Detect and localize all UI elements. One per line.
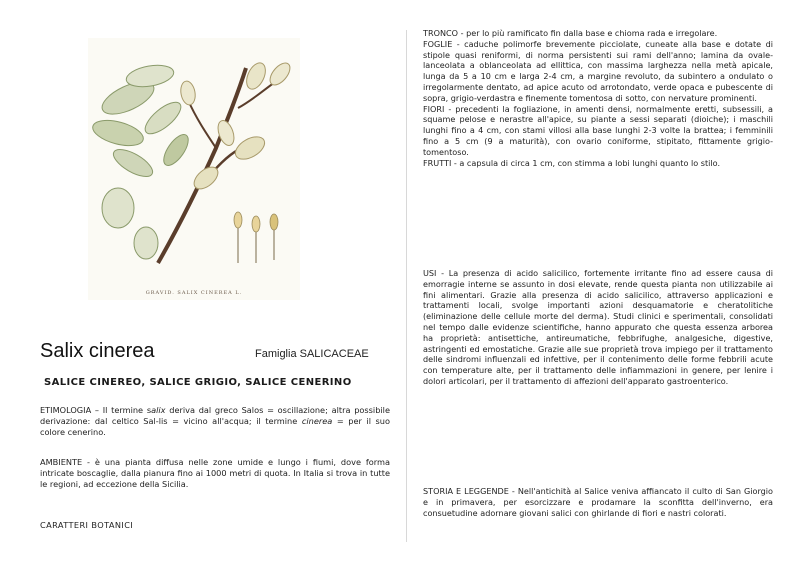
etimologia-text-3: = per il suo colore cenerino. <box>40 416 391 437</box>
fiori-paragraph: FIORI - precedenti la fogliazione, in amenti densi, normalmente eretti, subsessili, a squame pelose e nerastre all'apice, su piante a sessi separati (dioiche); i maschili lunghi fino a 4 cm, con stami villosi alla base lunghi 2-3 volte la brattea; i femminili fino a 5 cm (9 a maturità), con ovario coniforme, stipitato, fittamente grigio-tomentoso. <box>423 103 773 157</box>
salix-cinerea-plate-icon <box>88 38 300 300</box>
storia-paragraph: STORIA E LEGGENDE - Nell'antichità al Salice veniva affiancato il culto di San Giorgio e in primavera, per esorcizzare e prodamare la sconfitta dell'inverno, era consuetudine adornare giovani salici con ghirlande di fiori e nastri colorati. <box>423 486 773 518</box>
caratteri-heading: CARATTERI BOTANICI <box>40 520 134 530</box>
usi-paragraph: USI - La presenza di acido salicilico, fortemente irritante fino ad essere causa di emorragie interne se assunto in dosi elevate, rende questa pianta non utilizzabile ai fini alimentari. Grazie alla presenza di acido salicilico, attraverso applicazioni e trattamenti locali, svolge importanti azioni desquamatorie e cheratolitiche (eliminazione delle cellule morte del derma). Studi clinici e sperimentali, consolidati nel tempo dalle evidenze scientifiche, hanno appurato che questa essenza arborea ha proprietà: antisettiche, antireumatiche, febbrifughe, analgesiche, digestive, astringenti ed emostatiche. Grazie alle sue proprietà trova impiego per il trattamento delle sindromi influenzali ed infettive, per il contenimento delle forme febbrili acute con temperature alte, per il trattamento delle infiammazioni in genere, per lenire i dolori articolari, per il trattamento di affezioni dell'apparato gastroenterico. <box>423 268 773 386</box>
species-name: Salix cinerea <box>40 340 155 362</box>
botanical-illustration <box>88 38 300 300</box>
tronco-paragraph: TRONCO - per lo più ramificato fin dalla base e chioma rada e irregolare. <box>423 28 718 38</box>
plate-caption: GRAVID. SALIX CINEREA L. <box>145 290 243 296</box>
etimologia-paragraph <box>40 405 390 438</box>
etimologia-text-2: deriva dal greco Salos = oscillazione; altra possibile derivazione: dal celtico Sal-lis = vicino all'acqua; il termine <box>40 405 390 426</box>
etimologia-term-cinerea: cinerea <box>301 416 333 426</box>
botanic-characters <box>423 28 773 168</box>
column-divider <box>406 30 407 542</box>
frutti-paragraph: FRUTTI - a capsula di circa 1 cm, con stimma a lobi lunghi quanto lo stilo. <box>423 157 721 168</box>
ambiente-paragraph: AMBIENTE - è una pianta diffusa nelle zone umide e lungo i fiumi, dove forma intricate boscaglie, dalla pianura fino ai 1000 metri di quota. In Italia si trova in tutte le regioni, ad eccezione della Sicilia. <box>40 457 390 489</box>
etimologia-text-1: ETIMOLOGIA – Il termine s <box>40 405 152 415</box>
common-names: SALICE CINEREO, SALICE GRIGIO, SALICE CENERINO <box>44 377 352 388</box>
family-name: Famiglia SALICACEAE <box>255 348 369 360</box>
etimologia-term-salix: alix <box>151 405 166 415</box>
foglie-paragraph: FOGLIE - caduche polimorfe brevemente picciolate, cuneate alla base e dotate di stipole quasi reniformi, di norma persistenti sui rami dell'anno; lamina da ovale-lanceolata a oblanceolata ad ellittica, con massima larghezza nella metà apicale, lunga da 5 a 10 cm e larga 2-4 cm, a margine revoluto, da subintero a ondulato o irregolarmente dentato, ad apice acuto od arrotondato, verde opaca e pubescente di sopra, grigio-verdastra e finemente tomentosa di sotto, con nervature prominenti. <box>423 38 773 103</box>
